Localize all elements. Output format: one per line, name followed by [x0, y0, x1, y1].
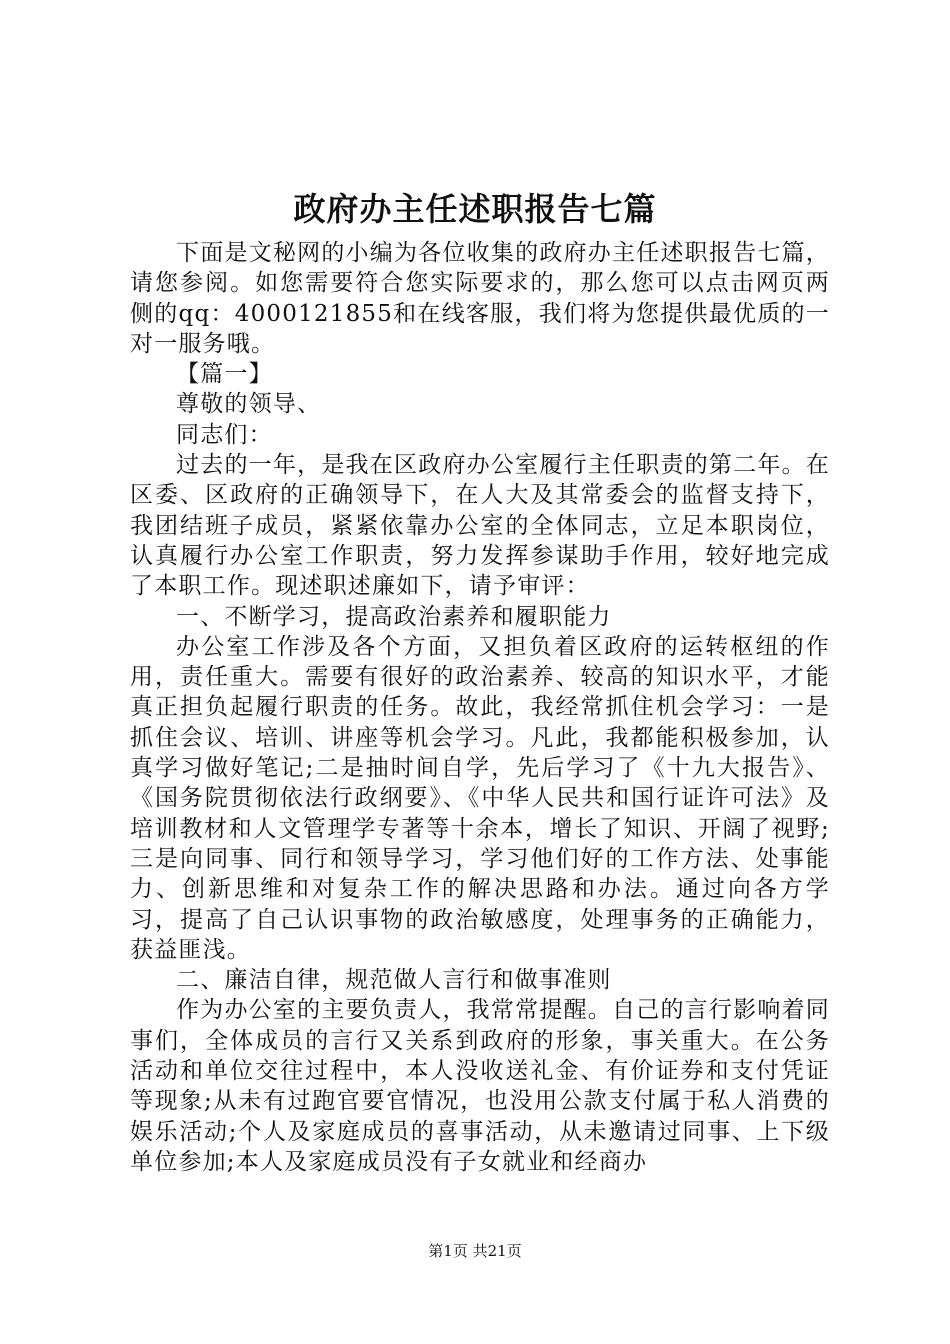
intro-paragraph: 下面是文秘网的小编为各位收集的政府办主任述职报告七篇，请您参阅。如您需要符合您实际要求的，那么您可以点击网页两侧的qq：4000121855和在线客服，我们将为您提供最优质的一对一服务哦。	[130, 240, 830, 357]
body-paragraph: 作为办公室的主要负责人，我常常提醒。自己的言行影响着同事们，全体成员的言行又关系到政府的形象，事关重大。在公务活动和单位交往过程中，本人没收送礼金、有价证券和支付凭证等现象;从未有过跑官要官情况，也没用公款支付属于私人消费的娱乐活动;个人及家庭成员的喜事活动，从未邀请过同事、上下级单位参加;本人及家庭成员没有子女就业和经商办	[130, 997, 830, 1175]
body-paragraph: 过去的一年，是我在区政府办公室履行主任职责的第二年。在区委、区政府的正确领导下，在人大及其常委会的监督支持下，我团结班子成员，紧紧依靠办公室的全体同志，立足本职岗位，认真履行办公室工作职责，努力发挥参谋助手作用，较好地完成了本职工作。现述职述廉如下，请予审评：	[130, 452, 830, 600]
salutation-line: 同志们：	[176, 421, 273, 448]
section-heading: 一、不断学习，提高政治素养和履职能力	[176, 603, 612, 630]
document-title: 政府办主任述职报告七篇	[293, 190, 657, 228]
document-body	[130, 238, 830, 1177]
section-label: 【篇一】	[176, 361, 273, 388]
page-footer: 第1页 共21页	[428, 1242, 522, 1260]
body-paragraph: 办公室工作涉及各个方面，又担负着区政府的运转枢纽的作用，责任重大。需要有很好的政治素养、较高的知识水平，才能真正担负起履行职责的任务。故此，我经常抓住机会学习：一是抓住会议、培训、讲座等机会学习。凡此，我都能积极参加，认真学习做好笔记;二是抽时间自学，先后学习了《十九大报告》、《国务院贯彻依法行政纲要》、《中华人民共和国行证许可法》及培训教材和人文管理学专著等十余本，增长了知识、开阔了视野;三是向同事、同行和领导学习，学习他们好的工作方法、处事能力、创新思维和对复杂工作的解决思路和办法。通过向各方学习，提高了自己认识事物的政治敏感度，处理事务的正确能力，获益匪浅。	[130, 633, 830, 963]
section-heading: 二、廉洁自律，规范做人言行和做事准则	[176, 967, 612, 994]
salutation-line: 尊敬的领导、	[176, 391, 322, 418]
